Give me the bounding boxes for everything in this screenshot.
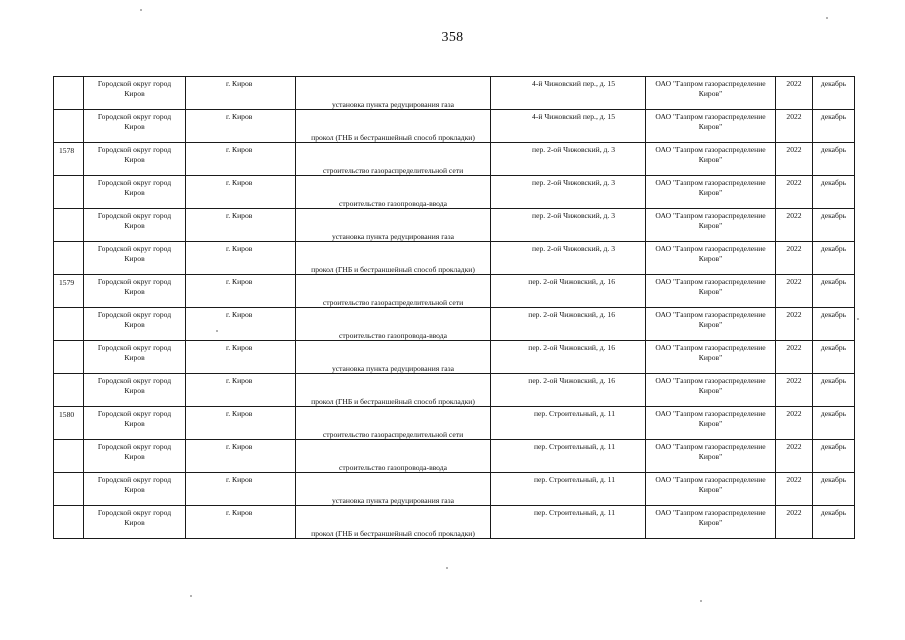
municipality-cell <box>84 275 186 308</box>
organization: ОАО "Газпром газораспределение Киров" <box>655 442 766 461</box>
table-row <box>54 473 855 506</box>
year-cell <box>776 506 813 539</box>
work-type: установка пункта редуцирования газа <box>331 100 455 109</box>
organization: ОАО "Газпром газораспределение Киров" <box>655 112 766 131</box>
locality: г. Киров <box>226 277 253 286</box>
month-cell <box>813 110 855 143</box>
organization: ОАО "Газпром газораспределение Киров" <box>655 310 766 329</box>
month: декабрь <box>820 178 847 187</box>
row-number-cell <box>54 209 84 242</box>
municipality-cell <box>84 176 186 209</box>
organization-cell <box>646 374 776 407</box>
year: 2022 <box>786 376 802 385</box>
table-row <box>54 341 855 374</box>
row-number <box>54 473 83 476</box>
municipality: Городской округ город Киров <box>97 277 172 296</box>
table-row <box>54 176 855 209</box>
locality: г. Киров <box>226 211 253 220</box>
address-cell <box>491 308 646 341</box>
locality: г. Киров <box>226 343 253 352</box>
address-cell <box>491 110 646 143</box>
municipality-cell <box>84 143 186 176</box>
year: 2022 <box>786 409 802 418</box>
month: декабрь <box>820 310 847 319</box>
organization-cell <box>646 110 776 143</box>
scan-speck <box>857 318 859 320</box>
work-type-cell <box>296 506 491 539</box>
organization-cell <box>646 209 776 242</box>
month-cell <box>813 143 855 176</box>
work-type-cell <box>296 473 491 506</box>
row-number-cell <box>54 77 84 110</box>
municipality-cell <box>84 440 186 473</box>
locality: г. Киров <box>226 508 253 517</box>
locality: г. Киров <box>226 475 253 484</box>
month: декабрь <box>820 508 847 517</box>
work-type: строительство газораспределительной сети <box>322 166 464 175</box>
year-cell <box>776 440 813 473</box>
scan-speck <box>190 595 192 597</box>
month-cell <box>813 506 855 539</box>
locality-cell <box>186 407 296 440</box>
address: пер. Строительный, д. 11 <box>533 508 615 517</box>
year-cell <box>776 374 813 407</box>
locality-cell <box>186 209 296 242</box>
table-row <box>54 110 855 143</box>
scan-speck <box>700 600 702 602</box>
scan-speck <box>446 567 448 569</box>
locality: г. Киров <box>226 310 253 319</box>
organization: ОАО "Газпром газораспределение Киров" <box>655 211 766 230</box>
municipality-cell <box>84 341 186 374</box>
row-number-cell <box>54 374 84 407</box>
address-cell <box>491 440 646 473</box>
row-number <box>54 506 83 509</box>
work-type: прокол (ГНБ и бестраншейный способ прокладки) <box>311 529 475 538</box>
organization: ОАО "Газпром газораспределение Киров" <box>655 409 766 428</box>
work-type-cell <box>296 308 491 341</box>
year-cell <box>776 77 813 110</box>
row-number: 1580 <box>59 410 75 419</box>
row-number-cell <box>54 341 84 374</box>
address: пер. 2-ой Чижовский, д. 3 <box>532 178 615 187</box>
municipality-cell <box>84 374 186 407</box>
work-type: строительство газораспределительной сети <box>322 298 464 307</box>
municipality-cell <box>84 506 186 539</box>
organization: ОАО "Газпром газораспределение Киров" <box>655 277 766 296</box>
row-number-cell <box>54 506 84 539</box>
month: декабрь <box>820 376 847 385</box>
address: пер. 2-ой Чижовский, д. 3 <box>532 211 615 220</box>
address-cell <box>491 209 646 242</box>
address-cell <box>491 242 646 275</box>
organization-cell <box>646 473 776 506</box>
work-type-cell <box>296 275 491 308</box>
row-number: 1578 <box>59 146 75 155</box>
row-number <box>54 176 83 179</box>
table-row <box>54 143 855 176</box>
municipality-cell <box>84 77 186 110</box>
year-cell <box>776 143 813 176</box>
row-number-cell <box>54 407 84 440</box>
row-number-cell <box>54 176 84 209</box>
row-number-cell <box>54 308 84 341</box>
municipality-cell <box>84 473 186 506</box>
address-cell <box>491 275 646 308</box>
address: пер. 2-ой Чижовский, д. 16 <box>528 343 615 352</box>
month: декабрь <box>820 145 847 154</box>
address: 4-й Чижовский пер., д. 15 <box>532 79 615 88</box>
locality: г. Киров <box>226 442 253 451</box>
address: пер. Строительный, д. 11 <box>533 409 615 418</box>
table-row <box>54 407 855 440</box>
address-cell <box>491 176 646 209</box>
locality-cell <box>186 143 296 176</box>
year: 2022 <box>786 475 802 484</box>
month: декабрь <box>820 79 847 88</box>
organization: ОАО "Газпром газораспределение Киров" <box>655 145 766 164</box>
year: 2022 <box>786 79 802 88</box>
work-type-cell <box>296 407 491 440</box>
work-type-cell <box>296 374 491 407</box>
scan-speck <box>826 17 828 19</box>
work-type: установка пункта редуцирования газа <box>331 496 455 505</box>
locality-cell <box>186 506 296 539</box>
table-row <box>54 308 855 341</box>
table-row <box>54 242 855 275</box>
year-cell <box>776 341 813 374</box>
table-body <box>54 77 855 539</box>
municipality-cell <box>84 308 186 341</box>
row-number <box>54 242 83 245</box>
year: 2022 <box>786 508 802 517</box>
month: декабрь <box>820 211 847 220</box>
address-cell <box>491 374 646 407</box>
work-type-cell <box>296 110 491 143</box>
locality: г. Киров <box>226 112 253 121</box>
municipality: Городской округ город Киров <box>97 211 172 230</box>
address: пер. 2-ой Чижовский, д. 3 <box>532 244 615 253</box>
month-cell <box>813 242 855 275</box>
table-row <box>54 440 855 473</box>
organization-cell <box>646 440 776 473</box>
locality: г. Киров <box>226 79 253 88</box>
locality-cell <box>186 308 296 341</box>
year: 2022 <box>786 145 802 154</box>
address-cell <box>491 341 646 374</box>
organization-cell <box>646 143 776 176</box>
municipality: Городской округ город Киров <box>97 112 172 131</box>
row-number-cell <box>54 473 84 506</box>
work-type: установка пункта редуцирования газа <box>331 364 455 373</box>
month: декабрь <box>820 112 847 121</box>
work-type-cell <box>296 176 491 209</box>
work-type-cell <box>296 242 491 275</box>
organization-cell <box>646 176 776 209</box>
work-type: прокол (ГНБ и бестраншейный способ прокладки) <box>311 133 475 142</box>
year: 2022 <box>786 244 802 253</box>
organization-cell <box>646 308 776 341</box>
work-type: строительство газопровода-ввода <box>339 199 447 208</box>
year: 2022 <box>786 112 802 121</box>
municipality: Городской округ город Киров <box>97 376 172 395</box>
table-row <box>54 209 855 242</box>
year-cell <box>776 308 813 341</box>
work-type-cell <box>296 440 491 473</box>
year-cell <box>776 407 813 440</box>
work-type-cell <box>296 77 491 110</box>
locality-cell <box>186 341 296 374</box>
year: 2022 <box>786 277 802 286</box>
work-type: установка пункта редуцирования газа <box>331 232 455 241</box>
organization-cell <box>646 77 776 110</box>
year-cell <box>776 209 813 242</box>
month: декабрь <box>820 409 847 418</box>
scan-speck <box>140 9 142 11</box>
year-cell <box>776 176 813 209</box>
organization: ОАО "Газпром газораспределение Киров" <box>655 343 766 362</box>
address-cell <box>491 77 646 110</box>
table-row <box>54 275 855 308</box>
table-row <box>54 77 855 110</box>
locality-cell <box>186 77 296 110</box>
organization: ОАО "Газпром газораспределение Киров" <box>655 376 766 395</box>
work-type: прокол (ГНБ и бестраншейный способ прокладки) <box>311 265 475 274</box>
row-number <box>54 341 83 344</box>
municipality: Городской округ город Киров <box>97 475 172 494</box>
address: пер. 2-ой Чижовский, д. 16 <box>528 376 615 385</box>
month-cell <box>813 440 855 473</box>
month-cell <box>813 209 855 242</box>
month-cell <box>813 407 855 440</box>
row-number-cell <box>54 275 84 308</box>
locality-cell <box>186 275 296 308</box>
organization: ОАО "Газпром газораспределение Киров" <box>655 79 766 98</box>
work-type-cell <box>296 209 491 242</box>
locality-cell <box>186 110 296 143</box>
month: декабрь <box>820 277 847 286</box>
table-row <box>54 374 855 407</box>
locality: г. Киров <box>226 178 253 187</box>
work-type-cell <box>296 143 491 176</box>
locality-cell <box>186 440 296 473</box>
month-cell <box>813 275 855 308</box>
address: пер. 2-ой Чижовский, д. 3 <box>532 145 615 154</box>
organization-cell <box>646 506 776 539</box>
organization-cell <box>646 341 776 374</box>
address-cell <box>491 473 646 506</box>
municipality-cell <box>84 110 186 143</box>
month: декабрь <box>820 244 847 253</box>
address: пер. 2-ой Чижовский, д. 16 <box>528 277 615 286</box>
municipality: Городской округ город Киров <box>97 145 172 164</box>
address: 4-й Чижовский пер., д. 15 <box>532 112 615 121</box>
work-type-cell <box>296 341 491 374</box>
row-number <box>54 440 83 443</box>
year-cell <box>776 275 813 308</box>
address-cell <box>491 506 646 539</box>
address-cell <box>491 143 646 176</box>
address: пер. Строительный, д. 11 <box>533 475 615 484</box>
municipality-cell <box>84 407 186 440</box>
year: 2022 <box>786 442 802 451</box>
year: 2022 <box>786 178 802 187</box>
year: 2022 <box>786 310 802 319</box>
year: 2022 <box>786 343 802 352</box>
row-number <box>54 209 83 212</box>
year-cell <box>776 110 813 143</box>
row-number-cell <box>54 110 84 143</box>
organization: ОАО "Газпром газораспределение Киров" <box>655 244 766 263</box>
month-cell <box>813 341 855 374</box>
municipality: Городской округ город Киров <box>97 244 172 263</box>
municipality: Городской округ город Киров <box>97 79 172 98</box>
row-number-cell <box>54 440 84 473</box>
municipality: Городской округ город Киров <box>97 442 172 461</box>
organization-cell <box>646 242 776 275</box>
work-type: строительство газопровода-ввода <box>339 331 447 340</box>
organization-cell <box>646 407 776 440</box>
year: 2022 <box>786 211 802 220</box>
address-cell <box>491 407 646 440</box>
year-cell <box>776 473 813 506</box>
row-number <box>54 77 83 80</box>
month-cell <box>813 374 855 407</box>
scan-speck <box>216 330 218 332</box>
row-number <box>54 374 83 377</box>
month-cell <box>813 176 855 209</box>
gasification-table <box>53 76 855 539</box>
municipality-cell <box>84 242 186 275</box>
locality: г. Киров <box>226 145 253 154</box>
municipality: Городской округ город Киров <box>97 409 172 428</box>
organization: ОАО "Газпром газораспределение Киров" <box>655 475 766 494</box>
organization: ОАО "Газпром газораспределение Киров" <box>655 508 766 527</box>
table-row <box>54 506 855 539</box>
address: пер. 2-ой Чижовский, д. 16 <box>528 310 615 319</box>
row-number: 1579 <box>59 278 75 287</box>
locality-cell <box>186 374 296 407</box>
work-type: строительство газопровода-ввода <box>339 463 447 472</box>
work-type: прокол (ГНБ и бестраншейный способ прокладки) <box>311 397 475 406</box>
page-number: 358 <box>441 30 464 45</box>
locality: г. Киров <box>226 409 253 418</box>
municipality: Городской округ город Киров <box>97 508 172 527</box>
work-type: строительство газораспределительной сети <box>322 430 464 439</box>
municipality-cell <box>84 209 186 242</box>
municipality: Городской округ город Киров <box>97 178 172 197</box>
address: пер. Строительный, д. 11 <box>533 442 615 451</box>
row-number-cell <box>54 242 84 275</box>
locality-cell <box>186 176 296 209</box>
month-cell <box>813 77 855 110</box>
locality-cell <box>186 242 296 275</box>
month: декабрь <box>820 475 847 484</box>
month-cell <box>813 473 855 506</box>
locality: г. Киров <box>226 376 253 385</box>
month-cell <box>813 308 855 341</box>
row-number <box>54 308 83 311</box>
locality-cell <box>186 473 296 506</box>
locality: г. Киров <box>226 244 253 253</box>
organization: ОАО "Газпром газораспределение Киров" <box>655 178 766 197</box>
municipality: Городской округ город Киров <box>97 310 172 329</box>
municipality: Городской округ город Киров <box>97 343 172 362</box>
month: декабрь <box>820 343 847 352</box>
row-number <box>54 110 83 113</box>
year-cell <box>776 242 813 275</box>
organization-cell <box>646 275 776 308</box>
month: декабрь <box>820 442 847 451</box>
row-number-cell <box>54 143 84 176</box>
